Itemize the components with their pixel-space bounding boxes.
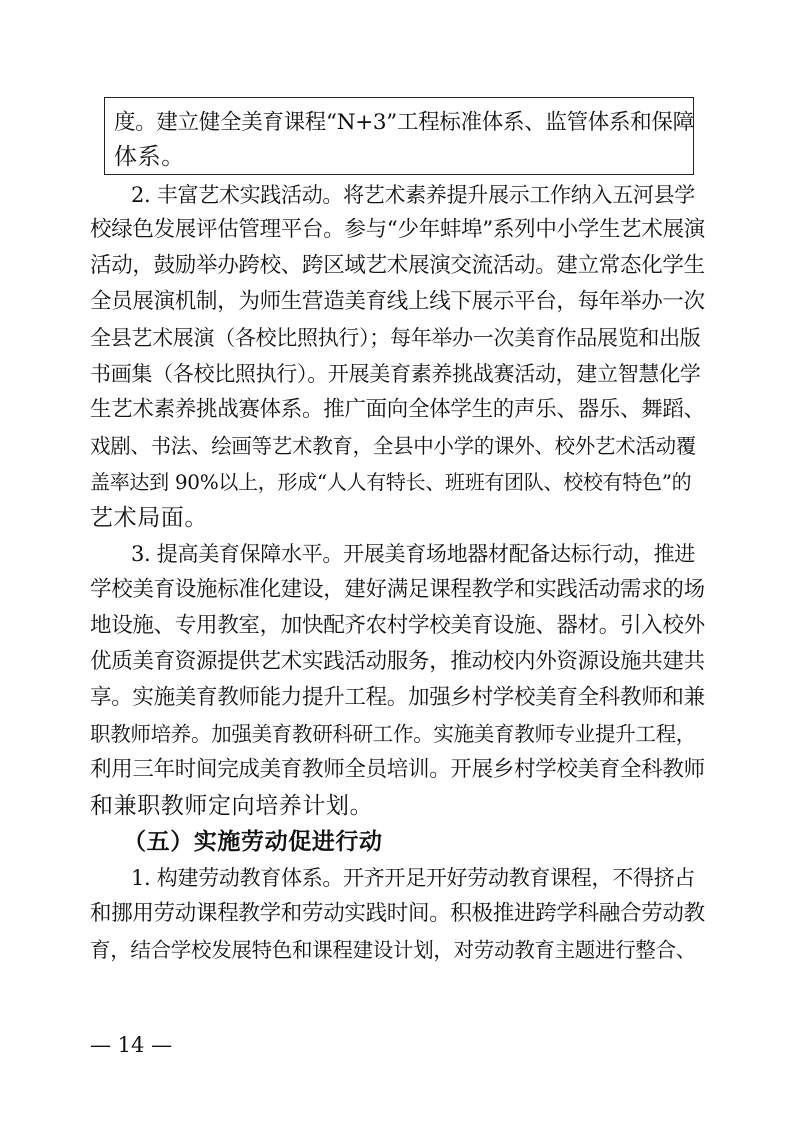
section5-1-line-2: 和挪用劳动课程教学和劳动实践时间。积极推进跨学科融合劳动教 <box>90 901 705 926</box>
section-heading-5: （五）实施劳动促进行动 <box>123 829 383 855</box>
page-number: — 14 — <box>90 1033 173 1057</box>
section3-line-7: 利用三年时间完成美育教师全员培训。开展乡村学校美育全科教师 <box>90 757 705 782</box>
section3-line-3: 地设施、专用教室，加快配齐农村学校美育设施、器材。引入校外 <box>90 613 705 638</box>
section2-line-10: 艺术局面。 <box>90 505 208 531</box>
section2-line-3: 活动，鼓励举办跨校、跨区域艺术展演交流活动。建立常态化学生 <box>90 253 705 278</box>
section2-line-5: 全县艺术展演（各校比照执行）；每年举办一次美育作品展览和出版 <box>90 326 701 350</box>
box-line-1: 度。建立健全美育课程“N+3”工程标准体系、监管体系和保障 <box>114 110 694 135</box>
section2-line-7: 生艺术素养挑战赛体系。推广面向全体学生的声乐、器乐、舞蹈、 <box>90 397 705 422</box>
section2-line-8: 戏剧、书法、绘画等艺术教育，全县中小学的课外、校外艺术活动覆 <box>90 434 696 458</box>
section2-line-2: 校绿色发展评估管理平台。参与“少年蚌埠”系列中小学生艺术展演 <box>90 217 705 242</box>
section3-line-5: 享。实施美育教师能力提升工程。加强乡村学校美育全科教师和兼 <box>90 685 705 710</box>
section3-line-6: 职教师培养。加强美育教研科研工作。实施美育教师专业提升工程， <box>90 722 696 746</box>
section2-line-4: 全员展演机制，为师生营造美育线上线下展示平台，每年举办一次 <box>90 289 705 314</box>
section3-line-4: 优质美育资源提供艺术实践活动服务，推动校内外资源设施共建共 <box>90 649 705 674</box>
section2-line-6: 书画集（各校比照执行）。开展美育素养挑战赛活动，建立智慧化学 <box>90 362 701 386</box>
section3-line-2: 学校美育设施标准化建设，建好满足课程教学和实践活动需求的场 <box>90 577 705 602</box>
section3-line-1: 3. 提高美育保障水平。开展美育场地器材配备达标行动，推进 <box>131 542 696 566</box>
section2-line-1: 2. 丰富艺术实践活动。将艺术素养提升展示工作纳入五河县学 <box>131 183 696 207</box>
section5-1-line-3: 育，结合学校发展特色和课程建设计划，对劳动教育主题进行整合、 <box>90 938 696 962</box>
box-line-2: 体系。 <box>114 144 185 170</box>
section5-1-line-1: 1. 构建劳动教育体系。开齐开足开好劳动教育课程，不得挤占 <box>131 866 696 890</box>
section3-line-8: 和兼职教师定向培养计划。 <box>90 793 374 819</box>
section2-line-9: 盖率达到 90%以上，形成“人人有特长、班班有团队、校校有特色”的 <box>90 470 692 494</box>
